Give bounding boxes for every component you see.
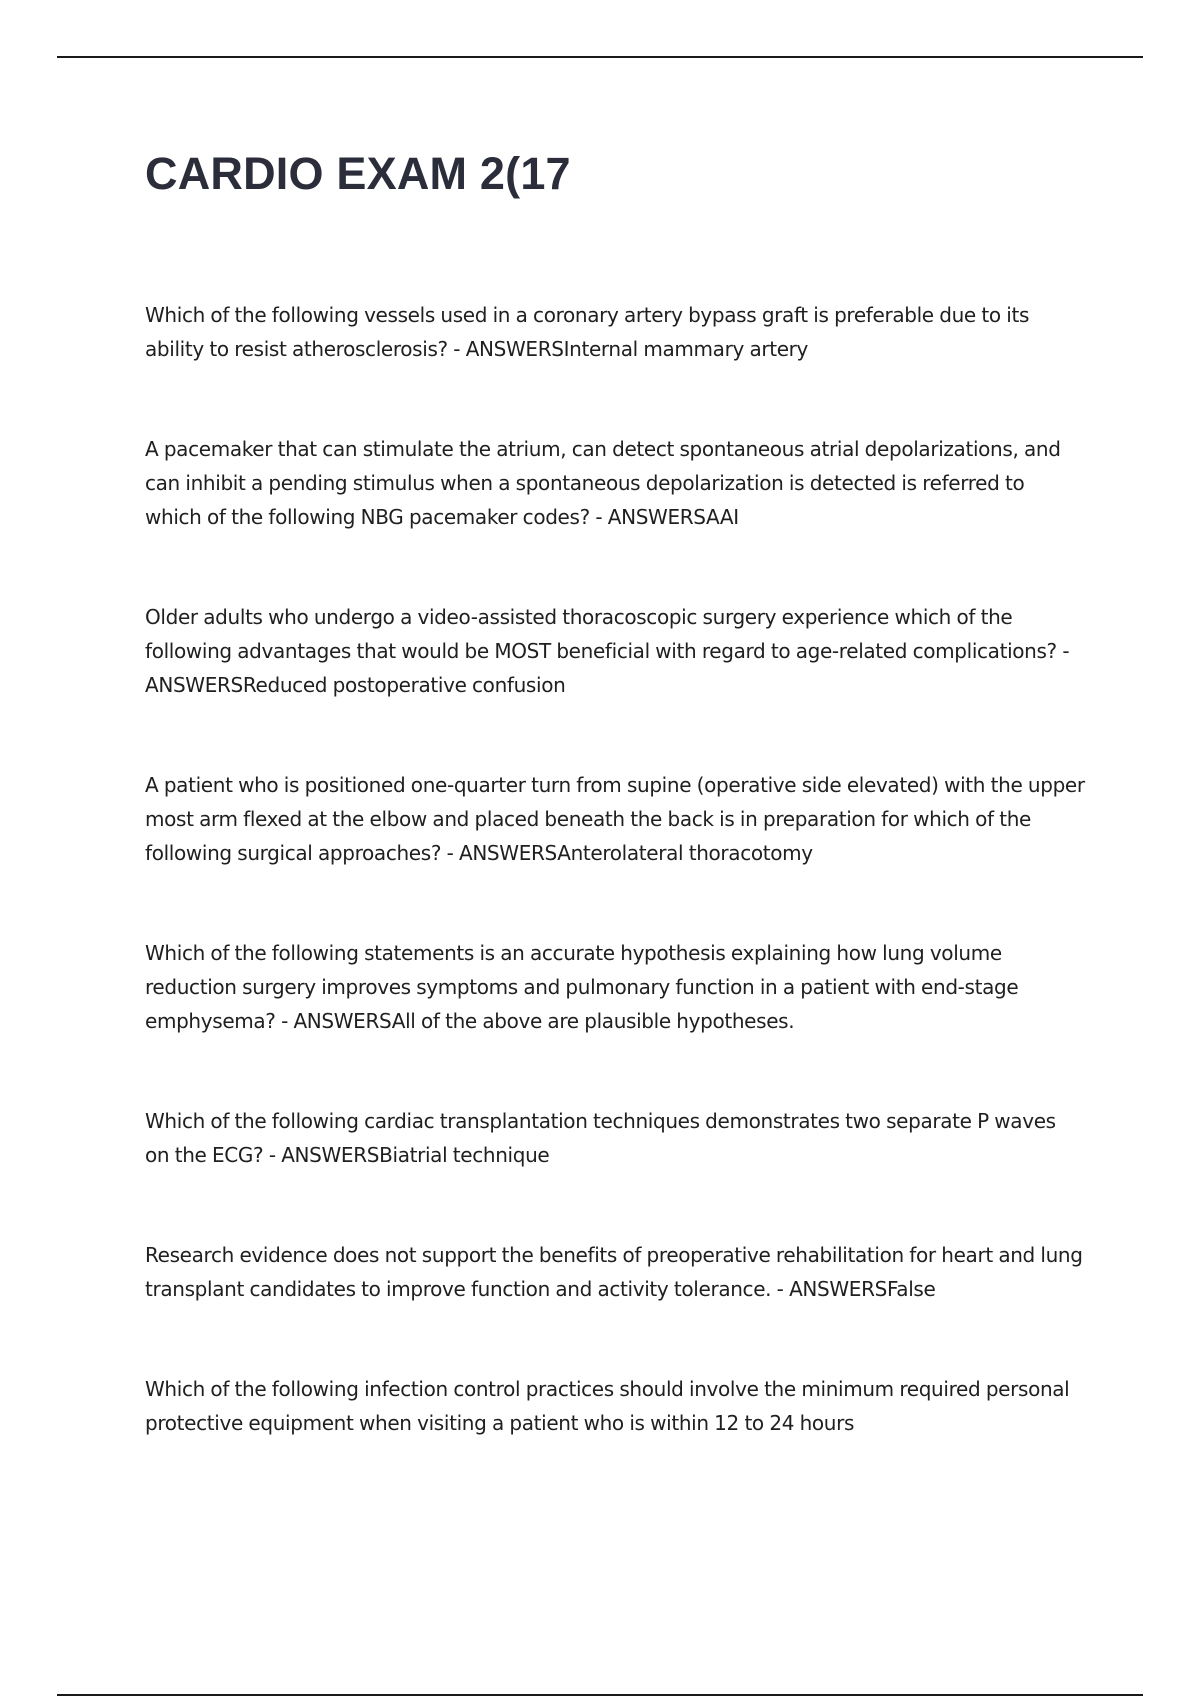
answer-text: Reduced postoperative confusion (242, 673, 566, 697)
question-text: Older adults who undergo a video-assisted thoracoscopic surgery experience which of the following advantages that would be MOST beneficial with regard to age-related complications? (145, 605, 1057, 663)
qa-item-5 (145, 936, 1085, 1038)
answer-label: ANSWERS (458, 841, 558, 865)
answer-label: ANSWERS (145, 673, 243, 697)
top-divider (57, 56, 1143, 58)
answer-separator: - (1056, 639, 1070, 663)
qa-list (145, 298, 1085, 1440)
question-text: Which of the following infection control practices should involve the minimum required personal protective equipment when visiting a patient who is within 12 to 24 hours (145, 1377, 1070, 1435)
question-text: Research evidence does not support the benefits of preoperative rehabilitation for heart and lung transplant candidates to improve function and activity tolerance. (145, 1243, 1083, 1301)
answer-label: ANSWERS (789, 1277, 887, 1301)
answer-text: False (886, 1277, 936, 1301)
answer-label: ANSWERS (607, 505, 707, 529)
answer-separator: - (441, 841, 459, 865)
answer-text: All of the above are plausible hypotheses. (391, 1009, 795, 1033)
answer-label: ANSWERS (281, 1143, 380, 1167)
question-text: Which of the following statements is an accurate hypothesis explaining how lung volume reduction surgery improves symptoms and pulmonary function in a patient with end-stage emphysema? (145, 941, 1019, 1033)
question-text: A patient who is positioned one-quarter turn from supine (operative side elevated) with the upper most arm flexed at the elbow and placed beneath the back is in preparation for which of the following surgical approaches? (145, 773, 1085, 865)
answer-separator: - (589, 505, 608, 529)
answer-text: Biatrial technique (379, 1143, 550, 1167)
qa-item-8 (145, 1372, 1085, 1440)
bottom-divider (57, 1694, 1143, 1696)
answer-separator: - (447, 337, 466, 361)
answer-separator: - (263, 1143, 282, 1167)
answer-text: AAI (706, 505, 739, 529)
answer-label: ANSWERS (293, 1009, 392, 1033)
qa-item-2 (145, 432, 1085, 534)
qa-item-3 (145, 600, 1085, 702)
question-text: A pacemaker that can stimulate the atrium, can detect spontaneous atrial depolarizations, and can inhibit a pending stimulus when a spontaneous depolarization is detected is referred to which of the following NBG pacemaker codes? (145, 437, 1061, 529)
question-text: Which of the following cardiac transplantation techniques demonstrates two separate P waves on the ECG? (145, 1109, 1056, 1167)
question-text: Which of the following vessels used in a coronary artery bypass graft is preferable due to its ability to resist atherosclerosis? (145, 303, 1030, 361)
answer-separator: - (275, 1009, 294, 1033)
qa-item-1 (145, 298, 1085, 366)
qa-item-7 (145, 1238, 1085, 1306)
answer-text: Anterolateral thoracotomy (557, 841, 813, 865)
qa-item-4 (145, 768, 1085, 870)
qa-item-6 (145, 1104, 1085, 1172)
page-title: CARDIO EXAM 2(17 (145, 148, 571, 199)
answer-label: ANSWERS (465, 337, 564, 361)
answer-separator: - (771, 1277, 790, 1301)
answer-text: Internal mammary artery (563, 337, 809, 361)
